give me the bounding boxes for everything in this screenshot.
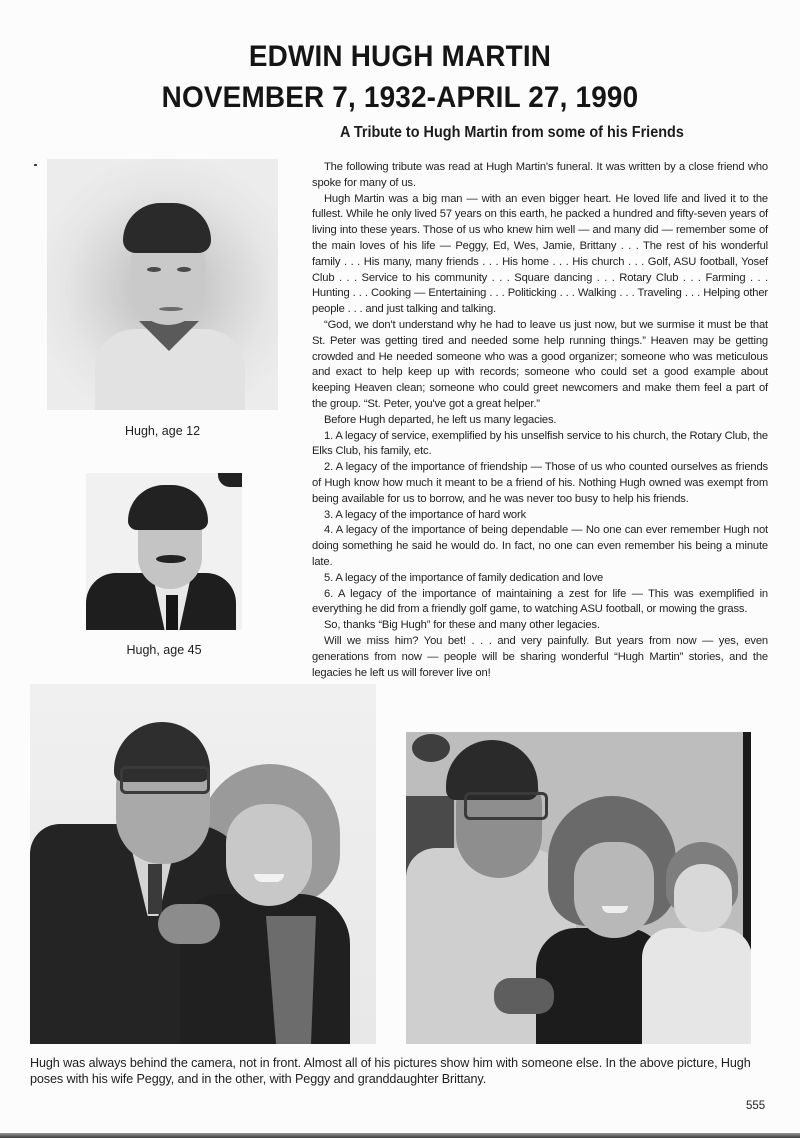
tribute-subtitle: A Tribute to Hugh Martin from some of his Friends	[340, 124, 684, 141]
photos-caption: Hugh was always behind the camera, not in front. Almost all of his pictures show him with someone else. In the above picture, Hugh poses with his wife Peggy, and in the other, with Peggy and granddaughter Brittany.	[30, 1056, 751, 1086]
photo-mustache	[156, 555, 186, 563]
photo-woman-smile	[254, 874, 284, 882]
photo-hugh-peggy-brittany	[406, 732, 751, 1044]
photo-baby-dress	[642, 928, 751, 1044]
caption-age-45: Hugh, age 45	[126, 643, 202, 657]
legacy-item: 3. A legacy of the importance of hard work	[324, 508, 527, 521]
photo-corner-shadow	[218, 473, 242, 487]
legacy-item: 6. A legacy of the importance of maintaining a zest for life — This was exemplified in everything he did from a friendly golf game, to watching ASU football, or mowing the grass.	[312, 587, 768, 616]
tribute-paragraph: Hugh Martin was a big man — with an even bigger heart. He loved life and lived it to the fullest. While he only lived 57 years on this earth, he packed a hundred and fifty-seven years of living into these years. Those of us who knew him well — and many did — remember some of the main loves of his life — Peggy, Ed, Wes, Jamie, Brittany . . . The rest of his wonderful family . . . His many, many friends . . . His home . . . His church . . . Golf, ASU football, Yosef Club . . . Service to his community . . . Square dancing . . . Rotary Club . . . Farming . . . Hunting . . . Cooking — Entertaining . . . Politicking . . . Walking . . . Traveling . . . Helping other people . . . and just talking and talking.	[312, 192, 768, 316]
photo-hand	[494, 978, 554, 1014]
photo-hand	[158, 904, 220, 944]
caption-age-12: Hugh, age 12	[124, 424, 201, 438]
page-number: 555	[746, 1100, 766, 1112]
photo-man-hair	[446, 740, 538, 800]
photo-mouth	[159, 307, 183, 311]
photo-hair	[128, 485, 208, 530]
tribute-text	[312, 160, 768, 681]
photo-woman-face	[226, 804, 312, 906]
legacy-item: 4. A legacy of the importance of being dependable — No one can ever remember Hugh not doing something he said he would do. In fact, no one can even remember his being a minute late.	[312, 524, 768, 568]
photo-eye	[147, 267, 161, 272]
page-bottom-edge	[0, 1133, 800, 1138]
photo-hugh-and-peggy	[30, 684, 376, 1044]
legacy-item: 2. A legacy of the importance of friendship — Those of us who counted ourselves as friends of Hugh know how much it meant to be a friend of his. Nothing Hugh owned was exempt from being available for us to borrow, and he was never too busy to help his friends.	[312, 461, 768, 505]
tribute-paragraph: The following tribute was read at Hugh Martin's funeral. It was written by a close friend who spoke for many of us.	[312, 161, 768, 189]
tribute-paragraph: Will we miss him? You bet! . . . and very painfully. But years from now — yes, even generations from now — people will be sharing wonderful “Hugh Martin” stories, and the legacies he left us will forever live on!	[312, 634, 768, 679]
photo-eye	[177, 267, 191, 272]
tribute-paragraph: Before Hugh departed, he left us many legacies.	[324, 413, 557, 426]
photo-baby-face	[674, 864, 732, 932]
photo-hugh-age-45	[86, 473, 242, 630]
photo-man-tie	[148, 864, 162, 914]
photo-man-glasses	[464, 792, 548, 820]
print-speck	[34, 164, 37, 166]
tribute-paragraph: So, thanks “Big Hugh” for these and many other legacies.	[324, 619, 600, 632]
photo-tie	[166, 595, 178, 630]
legacy-item: 5. A legacy of the importance of family dedication and love	[324, 571, 604, 584]
tribute-paragraph: “God, we don't understand why he had to leave us just now, but we surmise it must be that St. Peter was getting tired and needed some help running things.” Heaven may be getting crowded and He needed someone who was a good organizer; someone who was meticulous and exact to help keep up with records; someone who could set a good example about keeping Heaven clean; someone who could greet newcomers and make them feel a part of the group. “St. Peter, you've got a great helper.”	[312, 318, 768, 410]
photo-hair	[123, 203, 211, 253]
photo-woman-smile	[602, 906, 628, 913]
photo-man-glasses	[120, 766, 210, 794]
page-title: EDWIN HUGH MARTIN	[248, 40, 552, 73]
photo-woman-face	[574, 842, 654, 938]
photo-hugh-age-12	[47, 159, 278, 410]
photo-wall-decoration	[412, 734, 450, 762]
legacy-item: 1. A legacy of service, exemplified by his unselfish service to his church, the Rotary Club, the Elks Club, his family, etc.	[312, 429, 768, 458]
life-dates: NOVEMBER 7, 1932-APRIL 27, 1990	[161, 81, 639, 114]
